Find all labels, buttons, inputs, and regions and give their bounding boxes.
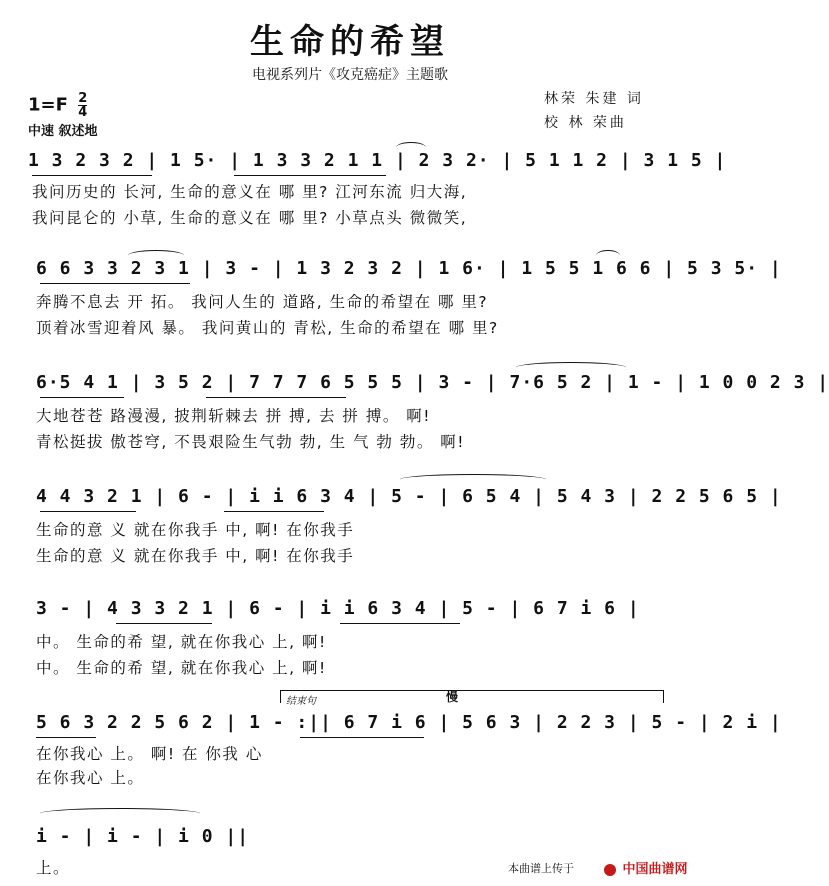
lyric-line-1: 在你我心 上。 啊! 在 你我 心 bbox=[36, 745, 263, 763]
notation-line: 5 6 3 2 2 5 6 2 | 1 - :|| 6 7 i 6 | 5 6 3 | 2 2 3 | 5 - | 2 i | bbox=[36, 712, 782, 733]
lyric-line-2: 中。 生命的希 望, 就在你我心 上, 啊! bbox=[36, 659, 327, 677]
beam-underline bbox=[40, 511, 136, 512]
lyricist-credit: 林荣 朱建 词 bbox=[544, 91, 644, 107]
tempo-marking: 中速 叙述地 bbox=[28, 124, 98, 139]
beam-underline bbox=[32, 175, 152, 176]
volta-label: 结束句 bbox=[286, 696, 316, 707]
notation-line: 6 6 3 3 2 3 1 | 3 - | 1 3 2 3 2 | 1 6· | 1 5 5 1 6 6 | 5 3 5· | bbox=[36, 258, 782, 279]
lyric-line-1: 上。 bbox=[36, 859, 71, 877]
lyric-line-1: 我问历史的 长河, 生命的意义在 哪 里? 江河东流 归大海, bbox=[32, 183, 468, 201]
lyric-line-2: 生命的意 义 就在你我手 中, 啊! 在你我手 bbox=[36, 547, 355, 565]
key-label: 1=F bbox=[28, 94, 68, 116]
time-denominator: 4 bbox=[78, 105, 88, 120]
beam-underline bbox=[234, 175, 386, 176]
song-title: 生命的希望 bbox=[250, 22, 450, 62]
composer-credit: 校 林 荣曲 bbox=[544, 115, 627, 131]
key-signature bbox=[28, 92, 87, 119]
lyric-line-2: 顶着冰雪迎着风 暴。 我问黄山的 青松, 生命的希望在 哪 里? bbox=[36, 319, 499, 337]
lyric-line-2: 我问昆仑的 小草, 生命的意义在 哪 里? 小草点头 微微笑, bbox=[32, 209, 468, 227]
lyric-line-1: 大地苍苍 路漫漫, 披荆斩棘去 拼 搏, 去 拼 搏。 啊! bbox=[36, 407, 431, 425]
volta-bracket bbox=[280, 690, 664, 703]
lyric-line-1: 奔腾不息去 开 拓。 我问人生的 道路, 生命的希望在 哪 里? bbox=[36, 293, 489, 311]
tie-slur bbox=[400, 474, 546, 485]
tie-slur bbox=[40, 808, 200, 819]
beam-underline bbox=[206, 397, 346, 398]
beam-underline bbox=[224, 511, 324, 512]
notation-line: i - | i - | i 0 || bbox=[36, 826, 250, 847]
notation-line: 4 4 3 2 1 | 6 - | i i 6 3 4 | 5 - | 6 5 4 | 5 4 3 | 2 2 5 6 5 | bbox=[36, 486, 782, 507]
beam-underline bbox=[40, 283, 190, 284]
time-numerator: 2 bbox=[78, 91, 88, 106]
lyric-line-2: 在你我心 上。 bbox=[36, 769, 145, 787]
beam-underline bbox=[36, 737, 96, 738]
notation-line: 1 3 2 3 2 | 1 5· | 1 3 3 2 1 1 | 2 3 2· | 5 1 1 2 | 3 1 5 | bbox=[28, 150, 727, 171]
slow-marking: 慢 bbox=[446, 690, 459, 704]
beam-underline bbox=[340, 623, 460, 624]
song-subtitle: 电视系列片《攻克癌症》主题歌 bbox=[252, 67, 448, 83]
site-logo bbox=[604, 858, 688, 877]
beam-underline bbox=[116, 623, 212, 624]
lyric-line-1: 生命的意 义 就在你我手 中, 啊! 在你我手 bbox=[36, 521, 355, 539]
site-logo-icon bbox=[604, 864, 616, 876]
tie-slur bbox=[516, 362, 626, 373]
tie-slur bbox=[396, 142, 426, 153]
upload-note: 本曲谱上传于 bbox=[508, 862, 574, 875]
lyric-line-2: 青松挺拔 傲苍穹, 不畏艰险生气勃 勃, 生 气 勃 勃。 啊! bbox=[36, 433, 465, 451]
time-signature bbox=[78, 92, 87, 119]
notation-line: 3 - | 4 3 3 2 1 | 6 - | i i 6 3 4 | 5 - | 6 7 i 6 | bbox=[36, 598, 640, 619]
tie-slur bbox=[596, 250, 620, 261]
beam-underline bbox=[40, 397, 124, 398]
notation-line: 6·5 4 1 | 3 5 2 | 7 7 7 6 5 5 5 | 3 - | 7·6 5 2 | 1 - | 1 0 0 2 3 | bbox=[36, 372, 829, 393]
beam-underline bbox=[300, 737, 424, 738]
lyric-line-1: 中。 生命的希 望, 就在你我心 上, 啊! bbox=[36, 633, 327, 651]
tie-slur bbox=[128, 250, 184, 261]
site-name: 中国曲谱网 bbox=[622, 862, 688, 877]
